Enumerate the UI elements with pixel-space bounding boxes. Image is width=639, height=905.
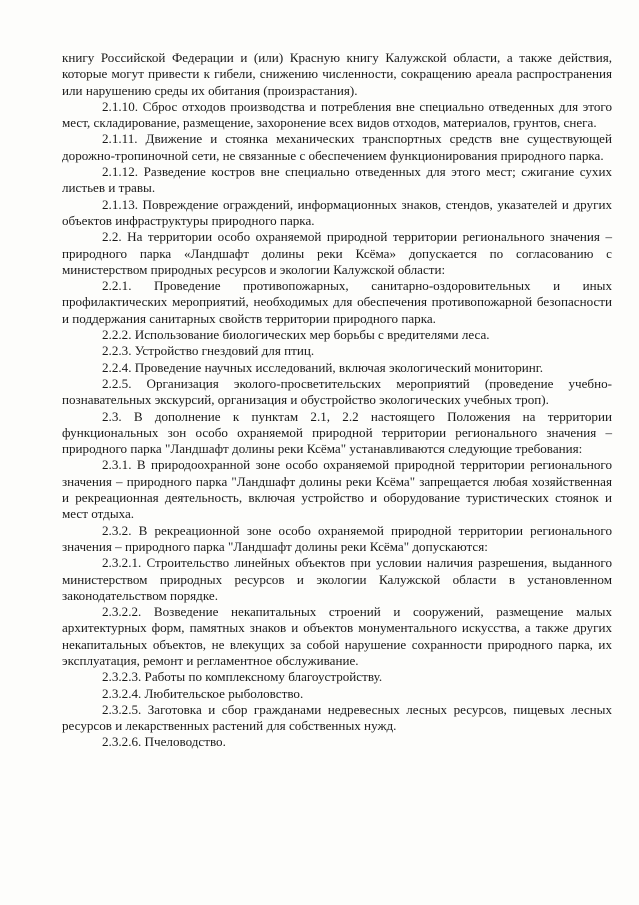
- paragraph-2-2-2: 2.2.2. Использование биологических мер борьбы с вредителями леса.: [102, 327, 490, 343]
- paragraph-2-2: 2.2. На территории особо охраняемой природной территории регионального значения – природного парка «Ландшафт долины реки Ксёма» допускается по согласованию с министерством природных ресурсов и экологии Калужской области:: [62, 229, 612, 277]
- paragraph-2-3-1: 2.3.1. В природоохранной зоне особо охраняемой природной территории регионального значения – природного парка "Ландшафт долины реки Ксёма" запрещается любая хозяйственная и рекреационная деятельность, включая устройство и оборудование туристических стоянок и мест отдыха.: [62, 457, 612, 522]
- paragraph-2-1-13: 2.1.13. Повреждение ограждений, информационных знаков, стендов, указателей и других объектов инфраструктуры природного парка.: [62, 196, 612, 228]
- paragraph-continuation: книгу Российской Федерации и (или) Красную книгу Калужской области, а также действия, которые могут привести к гибели, снижению численности, сокращению ареала распространения или нарушению среды их обитания (произрастания).: [62, 50, 612, 98]
- document-body: [62, 50, 612, 751]
- paragraph-2-3-2-6: 2.3.2.6. Пчеловодство.: [102, 734, 226, 750]
- paragraph-2-3-2-2: 2.3.2.2. Возведение некапитальных строений и сооружений, размещение малых архитектурных форм, памятных знаков и объектов монументального искусства, а также других некапитальных объектов, не влекущих за собой нарушение сохранности природного парка, их эксплуатация, ремонт и регламентное обслуживание.: [62, 604, 612, 668]
- paragraph-2-1-10: 2.1.10. Сброс отходов производства и потребления вне специально отведенных для этого мест, складирование, размещение, захоронение всех видов отходов, материалов, грунтов, снега.: [62, 98, 612, 131]
- paragraph-2-1-12: 2.1.12. Разведение костров вне специально отведенных для этого мест; сжигание сухих листьев и травы.: [62, 164, 612, 196]
- paragraph-2-2-3: 2.2.3. Устройство гнездовий для птиц.: [102, 343, 315, 359]
- paragraph-2-3-2-1: 2.3.2.1. Строительство линейных объектов при условии наличия разрешения, выданного министерством природных ресурсов и экологии Калужской области в установленном законодательством порядке.: [62, 555, 612, 603]
- paragraph-2-2-1: 2.2.1. Проведение противопожарных, санитарно-оздоровительных и иных профилактических мероприятий, необходимых для обеспечения противопожарной безопасности и поддержания санитарных свойств территории природного парка.: [62, 278, 612, 326]
- paragraph-2-3-2: 2.3.2. В рекреационной зоне особо охраняемой природной территории регионального значения – природного парка "Ландшафт долины реки Ксёма" допускаются:: [62, 522, 612, 554]
- paragraph-2-3: 2.3. В дополнение к пунктам 2.1, 2.2 настоящего Положения на территории функциональных зон особо охраняемой природной территории регионального значения – природного парка "Ландшафт долины реки Ксёма" устанавливаются следующие требования:: [62, 408, 612, 457]
- paragraph-2-3-2-4: 2.3.2.4. Любительское рыболовство.: [102, 685, 304, 701]
- paragraph-2-3-2-3: 2.3.2.3. Работы по комплексному благоустройству.: [102, 669, 383, 685]
- paragraph-2-1-11: 2.1.11. Движение и стоянка механических транспортных средств вне существующей дорожно-тропиночной сети, не связанные с обеспечением функционирования природного парка.: [62, 131, 612, 163]
- paragraph-2-2-5: 2.2.5. Организация эколого-просветительских мероприятий (проведение учебно-познавательных экскурсий, организация и обустройство экологических учебных троп).: [62, 375, 612, 408]
- paragraph-2-3-2-5: 2.3.2.5. Заготовка и сбор гражданами недревесных лесных ресурсов, пищевых лесных ресурсов и лекарственных растений для собственных нужд.: [62, 701, 612, 734]
- paragraph-2-2-4: 2.2.4. Проведение научных исследований, включая экологический мониторинг.: [102, 359, 543, 375]
